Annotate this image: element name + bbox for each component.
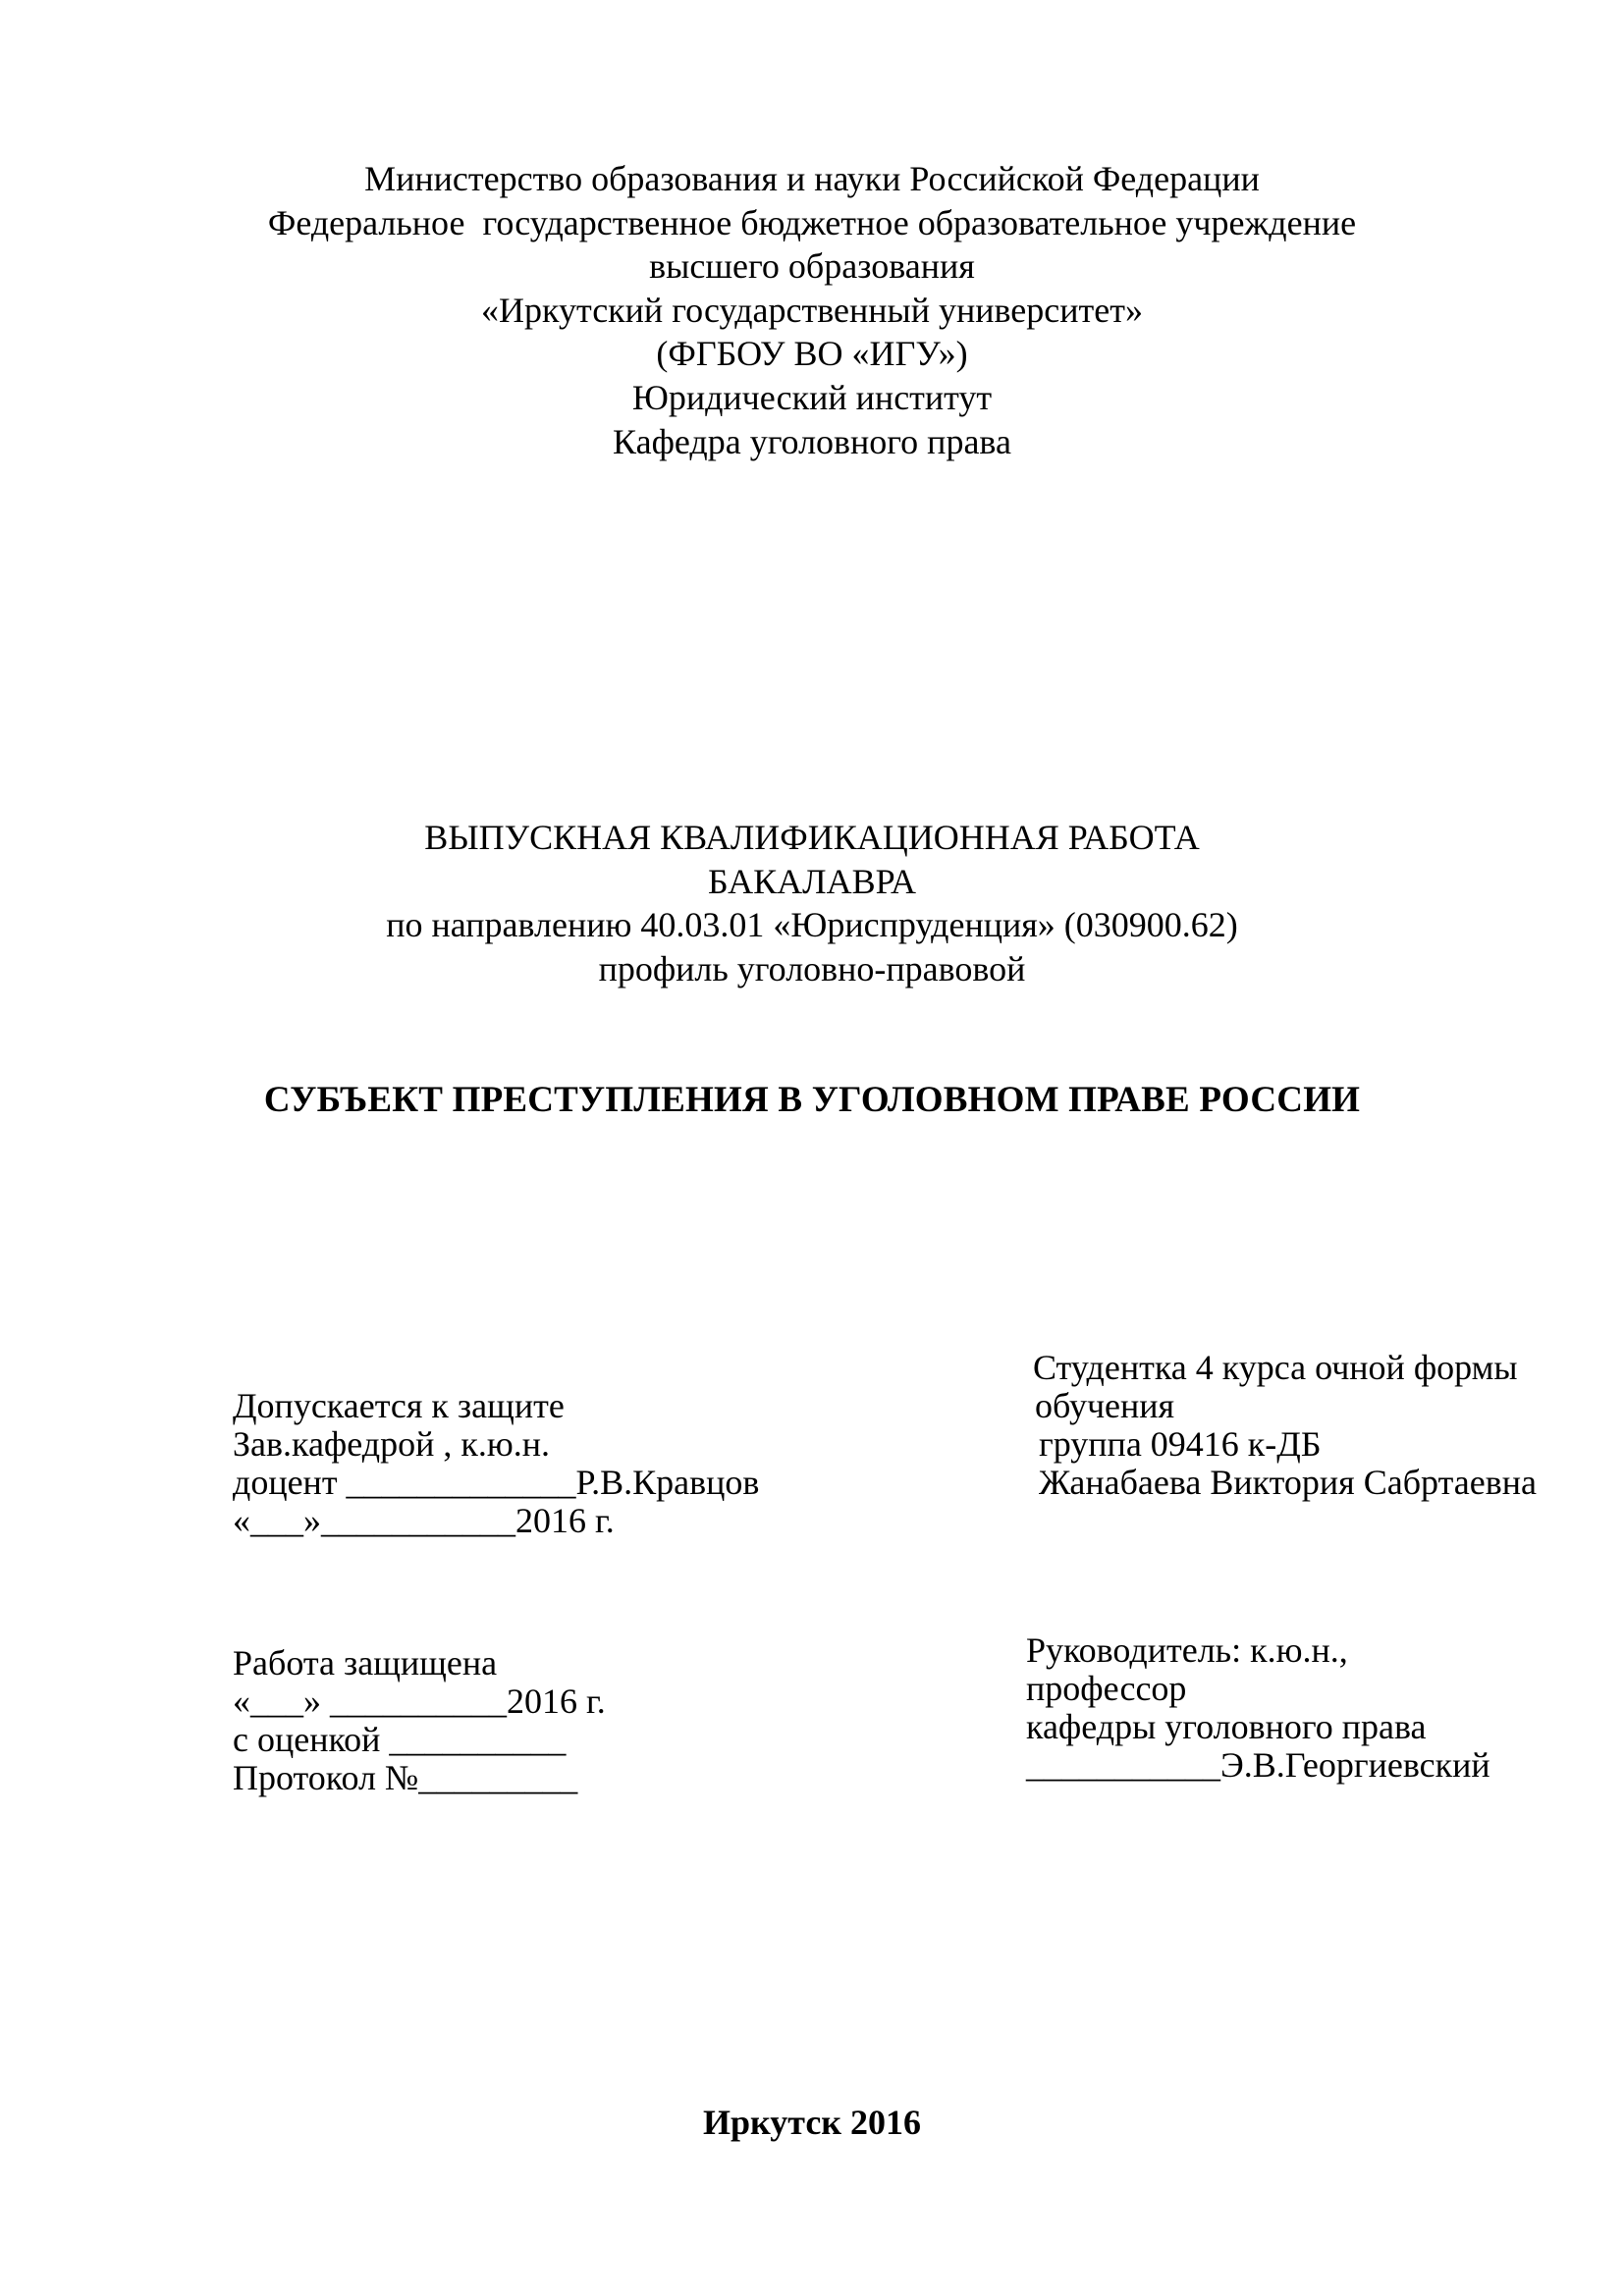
student-form-line: обучения <box>1035 1386 1175 1425</box>
supervisor-degree-line: Руководитель: к.ю.н., <box>1026 1630 1348 1670</box>
city-year: Иркутск 2016 <box>702 2103 922 2142</box>
student-course-line: Студентка 4 курса очной формы <box>1033 1348 1518 1387</box>
institute-line: Юридический институт <box>631 378 993 417</box>
ministry-line: Министерство образования и науки Российской Федерации <box>364 159 1260 198</box>
profile-line: профиль уголовно-правовой <box>598 949 1026 988</box>
student-group-line: группа 09416 к-ДБ <box>1039 1424 1322 1464</box>
university-name-line: «Иркутский государственный университет» <box>481 291 1143 330</box>
supervisor-department-line: кафедры уголовного права <box>1026 1707 1427 1746</box>
admission-date-line: «___»___________2016 г. <box>233 1501 615 1540</box>
institution-type-line: Федеральное государственное бюджетное образовательное учреждение <box>267 203 1357 242</box>
student-name-line: Жанабаева Виктория Сабртаевна <box>1039 1463 1537 1502</box>
admission-line: Допускается к защите <box>233 1386 565 1425</box>
grade-line: с оценкой __________ <box>233 1720 567 1759</box>
direction-line: по направлению 40.03.01 «Юриспруденция» (030900.62) <box>386 905 1238 944</box>
defense-date-line: «___» __________2016 г. <box>233 1682 606 1721</box>
defended-line: Работа защищена <box>233 1643 498 1682</box>
degree-line: БАКАЛАВРА <box>707 862 917 901</box>
university-abbrev-line: (ФГБОУ ВО «ИГУ») <box>656 334 968 373</box>
head-of-department-line: Зав.кафедрой , к.ю.н. <box>233 1424 550 1464</box>
docent-signature-line: доцент _____________Р.В.Кравцов <box>233 1463 760 1502</box>
document-title: СУБЪЕКТ ПРЕСТУПЛЕНИЯ В УГОЛОВНОМ ПРАВЕ РОССИИ <box>263 1080 1361 1120</box>
work-type-line: ВЫПУСКНАЯ КВАЛИФИКАЦИОННАЯ РАБОТА <box>424 818 1200 857</box>
supervisor-signature-line: ___________Э.В.Георгиевский <box>1026 1745 1490 1785</box>
supervisor-position-line: профессор <box>1026 1669 1187 1708</box>
education-level-line: высшего образования <box>649 246 975 286</box>
department-line: Кафедра уголовного права <box>613 422 1011 461</box>
protocol-line: Протокол №_________ <box>233 1758 578 1797</box>
